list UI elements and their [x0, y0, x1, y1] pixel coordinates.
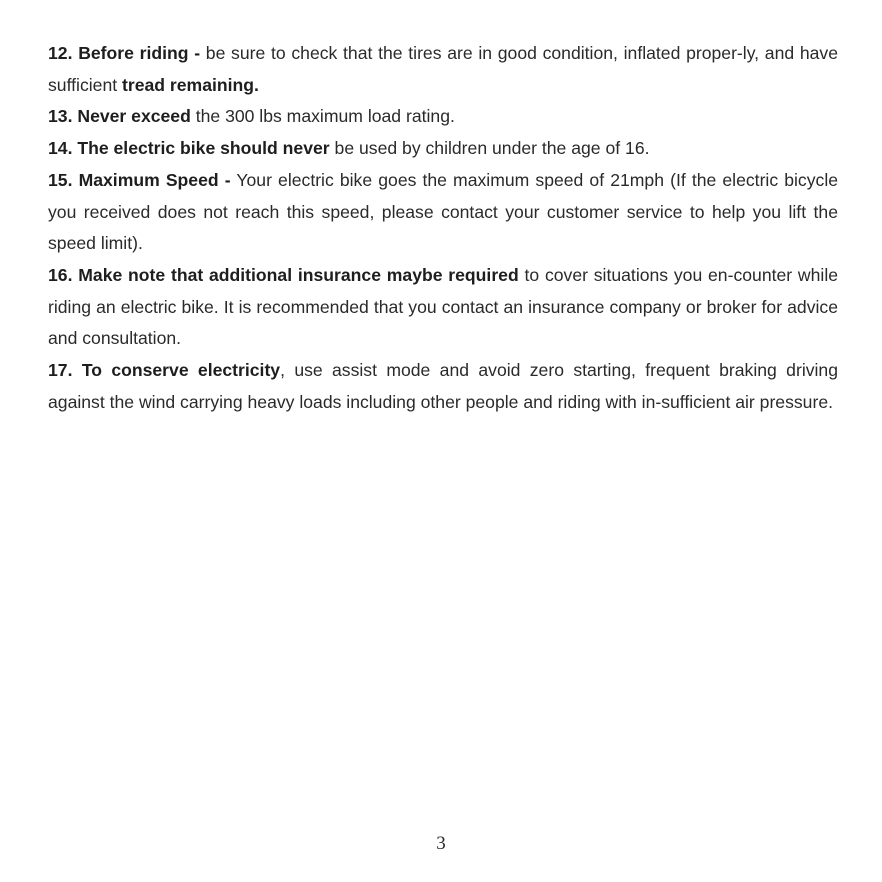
- item-16: [48, 260, 838, 355]
- item-13: [48, 101, 838, 133]
- page-number: 3: [436, 833, 446, 854]
- item-lead: To conserve electricity: [81, 360, 281, 381]
- item-lead: The electric bike should never: [77, 138, 330, 159]
- item-14: [48, 133, 838, 165]
- item-number: 14.: [48, 138, 73, 159]
- item-number: 17.: [48, 360, 73, 381]
- item-number: 16.: [48, 264, 73, 285]
- item-text: the 300 lbs maximum load rating.: [195, 106, 455, 127]
- item-lead: Maximum Speed -: [78, 169, 231, 190]
- item-text: be used by children under the age of 16.: [334, 138, 650, 159]
- item-number: 12.: [48, 43, 73, 63]
- item-17: [48, 355, 838, 418]
- item-number: 13.: [48, 106, 73, 127]
- item-lead: Make note that additional insurance maybe required: [78, 264, 519, 285]
- item-15: [48, 165, 838, 260]
- item-lead: Never exceed: [77, 106, 191, 127]
- item-text: Your electric bike goes the maximum speed of 21mph (If the electric bicycle you received does not reach this speed, please contact your customer service to help you lift the speed limit).: [48, 169, 839, 254]
- item-12: [48, 38, 838, 101]
- item-text: to cover situations you en-counter while riding an electric bike. It is recommended that you contact an insurance company or broker for advice and consultation.: [48, 264, 839, 349]
- item-lead: Before riding -: [78, 43, 201, 63]
- item-tail: tread remaining.: [122, 74, 259, 95]
- instructions-body: [48, 38, 838, 418]
- item-text: be sure to check that the tires are in good condition, inflated proper-ly, and have sufficient: [48, 43, 838, 95]
- item-text: , use assist mode and avoid zero starting, frequent braking driving against the wind carrying heavy loads including other people and riding with in-sufficient air pressure.: [48, 360, 838, 412]
- item-number: 15.: [48, 169, 73, 190]
